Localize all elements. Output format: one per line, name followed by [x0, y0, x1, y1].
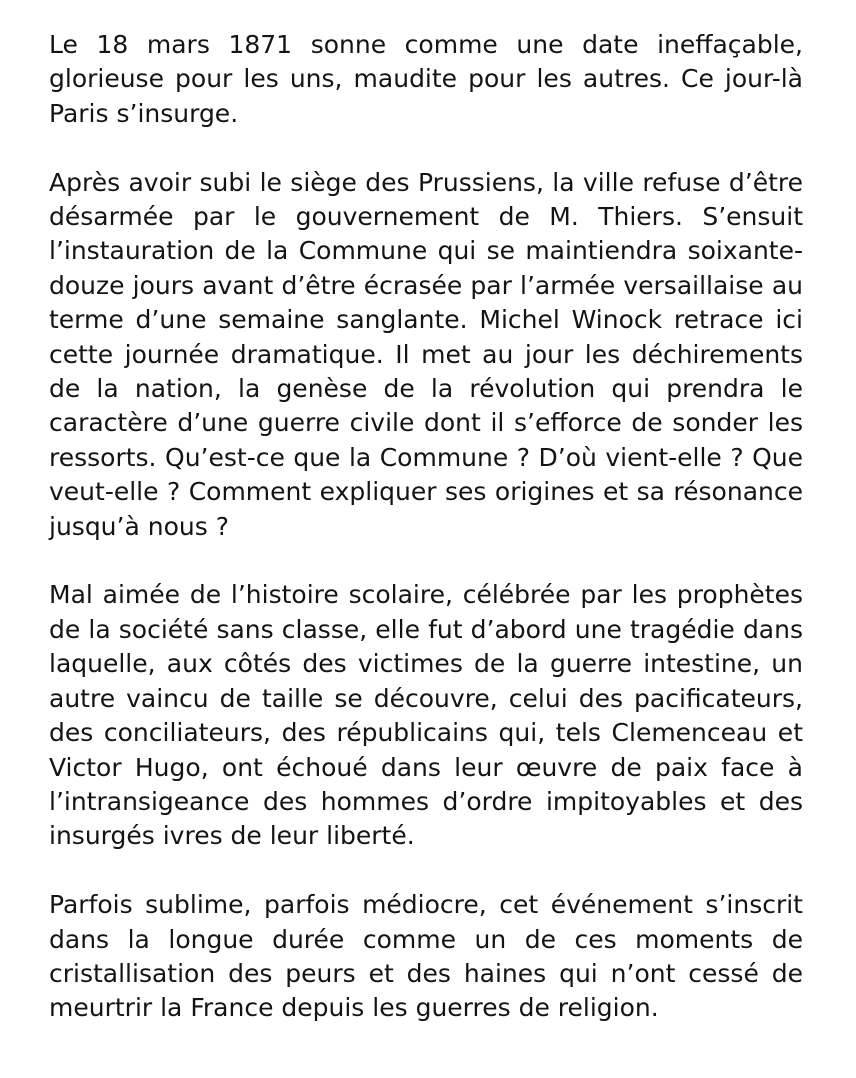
paragraph-conclusion: Parfois sublime, parfois médiocre, cet événement s’inscrit dans la longue durée comme un de ces moments de cristallisation des peurs et des haines qui n’ont cessé de meurtrir la France depuis les guerres de religion.: [49, 890, 803, 1023]
document-page: [49, 28, 803, 1026]
paragraph-intro: Le 18 mars 1871 sonne comme une date ineffaçable, glorieuse pour les uns, maudite pour les autres. Ce jour-là Paris s’insurge.: [49, 30, 803, 128]
paragraph-tragedy: Mal aimée de l’histoire scolaire, célébrée par les prophètes de la société sans classe, elle fut d’abord une tragédie dans laquelle, aux côtés des victimes de la guerre intestine, un autre vaincu de taille se découvre, celui des pacificateurs, des conciliateurs, des républicains qui, tels Clemenceau et Victor Hugo, ont échoué dans leur œuvre de paix face à l’intransigeance des hommes d’ordre impitoyables et des insurgés ivres de leur liberté.: [49, 580, 803, 851]
paragraph-commune: Après avoir subi le siège des Prussiens, la ville refuse d’être désarmée par le gouvernement de M. Thiers. S’ensuit l’instauration de la Commune qui se maintiendra soixante- douze jours avant d’être écrasée par l’armée versaillaise au terme d’une semaine sanglante. Michel Winock retrace ici cette journée dramatique. Il met au jour les déchirements de la nation, la genèse de la révolution qui prendra le caractère d’une guerre civile dont il s’efforce de sonder les ressorts. Qu’est-ce que la Commune ? D’où vient-elle ? Que veut-elle ? Comment expliquer ses origines et sa résonance jusqu’à nous ?: [49, 167, 803, 541]
